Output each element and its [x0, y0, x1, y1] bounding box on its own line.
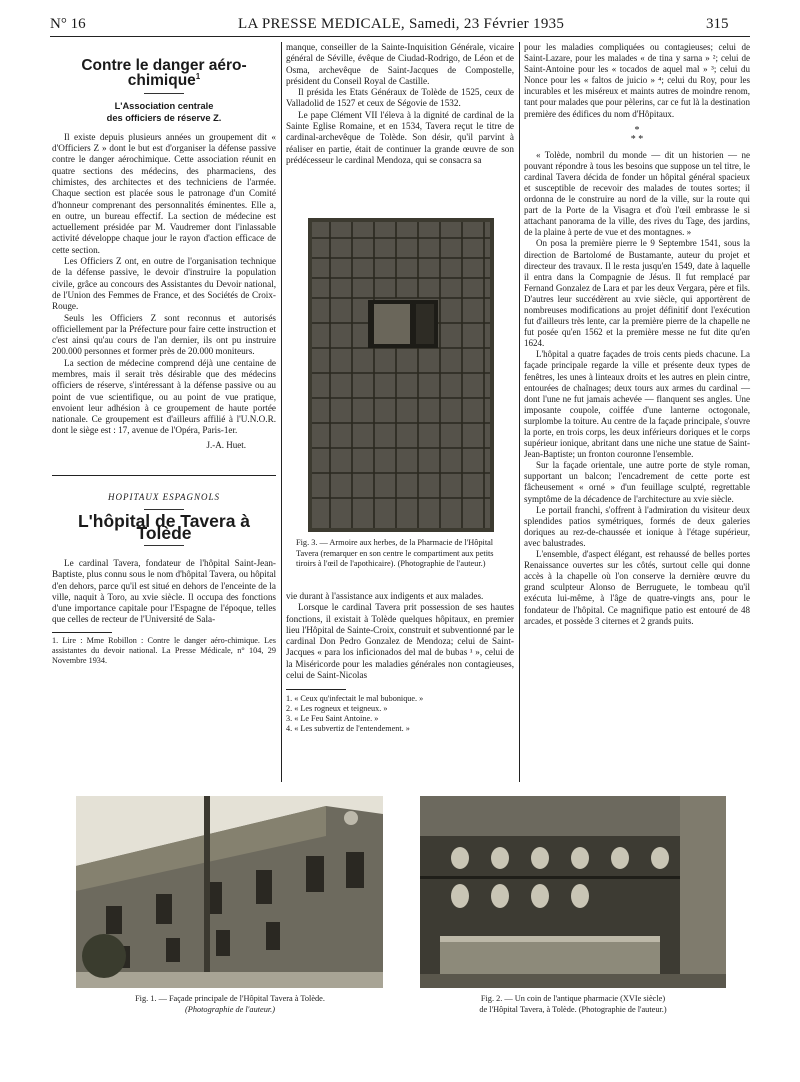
paragraph: Le pape Clément VII l'éleva à la dignité de cardinal de la Sainte Eglise Romaine, et en 1534, Tavera reçut le titre de cardinal-archevêque de Tolède. Son désir, qu'il parvint à réaliser en partie, était de continuer la grande œuvre de son prédécesseur le cardinal Mendoza, qui se consacra sa — [286, 109, 514, 165]
paragraph: Le cardinal Tavera, fondateur de l'hôpital Saint-Jean-Baptiste, plus connu sous le nom d'hôpital Tavera, ou hôpital d'en dehors, parce qu'il est situé en dehors de l'enceinte de la ville, naquit à Toro, au xvie siècle. Il occupa des fonctions d'une importance capitale pour l'Espagne de l'époque, telles que celles de recteur de l'Université de Sala- — [52, 557, 276, 625]
facade-drawing — [76, 796, 383, 988]
signature: J.-A. Huet. — [206, 439, 246, 450]
footnote-rule — [286, 689, 346, 690]
column-1 — [52, 57, 276, 666]
paragraph: vie durant à l'assistance aux indigents et aux malades. — [286, 591, 484, 601]
section-rule — [52, 475, 276, 476]
paragraph: Il existe depuis plusieurs années un groupement dit « d'Officiers Z » dont le but est d'organiser la défense passive contre le danger aérochimique. Cette association réunit en quatre sections des médecins, des pharmaciens, des chimistes, des architectes et des techniciens de l'armée. Chaque section est placée sous le patronage d'un Comité d'honneur comprenant des personnalités éminentes. Elle a, en outre, un bureau effectif. La section de médecine est actuellement présidée par M. Vaudremer dont l'inlassable activité développe chaque jour le rayon d'action efficace de cette section. — [52, 131, 276, 255]
section-kicker: HOPITAUX ESPAGNOLS — [108, 492, 220, 503]
kicker-divider — [144, 509, 184, 510]
paragraph: Il présida les Etats Généraux de Tolède de 1525, ceux de Valladolid de 1527 et ceux de Ségovie de 1532. — [286, 87, 514, 109]
fig3-caption: Fig. 3. — Armoire aux herbes, de la Pharmacie de l'Hôpital Tavera (remarquer en son centre le compartiment aux petits tiroirs à l'œil de l'apothicaire). (Photographie de l'auteur.) — [296, 538, 494, 568]
issue-number: N° 16 — [50, 16, 86, 32]
paragraph: Seuls les Officiers Z sont reconnus et autorisés officiellement par la Préfecture pour faire cette instruction et c'est ainsi qu'au cours de l'an dernier, ils ont pu instruire 200.000 personnes et former près de 20.000 moniteurs. — [52, 312, 276, 357]
header-rule — [50, 36, 750, 37]
fig2-caption: Fig. 2. — Un coin de l'antique pharmacie (XVIe siècle) de l'Hôpital Tavera, à Tolède. (Photographie de l'auteur.) — [479, 994, 667, 1014]
footnote-2: 2. « Les rogneux et teigneux. » — [286, 704, 388, 714]
column-2 — [286, 42, 514, 166]
running-header — [0, 16, 800, 38]
article-subtitle: L'Association centrale des officiers de réserve Z. — [106, 100, 222, 123]
paragraph: L'hôpital a quatre façades de trois cents pieds chacune. La façade principale regarde la ville et présente deux types de fenêtres, les unes à linteaux droits et les autres en plein cintre, entourées de chaînages; deux tours aux armes du cardinal — dont l'une ne fut jamais achevée — flanquent ses angles. Une imposante coupole, coiffée d'une lanterne octogonale, surplombe la toiture. Au centre de la façade principale, s'ouvre la porte, en trois corps, les deux inférieurs doriques et le corps supérieur ionique, abritant dans une niche une statue de Saint-Jean-Baptiste; un fronton couronne l'ensemble. — [524, 349, 750, 460]
section-stars: * * * — [630, 124, 644, 145]
column-3 — [524, 42, 750, 627]
paragraph: « Tolède, nombril du monde — dit un historien — ne pouvant répondre à tous les besoins que suppose un tel titre, le cardinal Tavera décida de fonder un hôpital général spacieux et susceptible de recevoir des malades de toutes sortes; il ordonna de le construire au nord de la ville, sur la route qui part de la Porte de la Visagra et d'où l'œil embrasse le si attachant panorama de la ville, des rives du Tage, des jardins, de la plaine à perte de vue et des montagnes. » — [524, 149, 750, 238]
article-title: Contre le danger aéro-chimique$^1$ — [81, 57, 247, 90]
footnote-1: 1. « Ceux qu'infectait le mal bubonique. » — [286, 694, 424, 704]
fig3-photo-herb-cabinet — [308, 218, 494, 532]
paragraph: Le portail franchi, s'offrent à l'admiration du visiteur deux splendides patios symétriques, formés de deux galeries doriques au rez-de-chaussée et ionique à l'étage supérieur, avec balustrades. — [524, 504, 750, 548]
paragraph: L'ensemble, d'aspect élégant, est rehaussé de belles portes Renaissance ouvertes sur les côtés, surtout celle qui donne accès à la chapelle où l'on conserve la dernière œuvre du grand sculpteur Alonso de Berruguete, le tombeau qu'il exécuta lui-même, à l'âge de quatre-vingts ans, pour le fondateur de l'hôpital. Ce magnifique patio est entouré de 48 arcades, et possède 3 citernes et 2 grands puits. — [524, 549, 750, 626]
paragraph: Sur la façade orientale, une autre porte de style roman, supportant un balcon; l'encadrement de cette porte est fâcheusement « orné » d'un feuillage sculpté, regrettable symptôme de la décadence de l'architecture au xvie siècle. — [524, 460, 750, 504]
paragraph: Les Officiers Z ont, en outre de l'organisation technique de la défense passive, le devoir d'instruire la population civile, grâce au concours des Assistantes du Devoir national, de l'Union des Femmes de France, et des Sociétés de Croix-Rouge. — [52, 256, 276, 312]
title-divider — [144, 93, 184, 94]
paragraph: Lorsque le cardinal Tavera prit possession de ses hautes fonctions, il existait à Tolède quelques hôpitaux, en premier lieu l'Hôpital de Sainte-Croix, construit et subventionné par le cardinal Don Pedro Gonzalez de Mendoza; celui de Saint-Jacques « para los inficionados del mal de bubas ¹ », celui de la Miséricorde pour les maladies générales non contagieuses, celui de Saint-Nicolas — [286, 602, 514, 681]
column-2-lower — [286, 591, 514, 734]
fig2-photo-pharmacy — [420, 796, 726, 988]
column-rule-2 — [519, 42, 520, 782]
paragraph: On posa la première pierre le 9 Septembre 1541, sous la direction de Bartolomé de Bustamante, auteur du projet et directeur des travaux. Il le resta jusqu'en 1549, date à laquelle il entra dans la Compagnie de Jésus. Il fut remplacé par Fernand Gonzalez de Lara et par les deux Vergara, père et fils. D'autres leur succédèrent au xvie siècle, qui apportèrent de nombreuses modifications au projet définitif dont l'exécution fut d'ailleurs très lente, car la première pierre de la chapelle ne fut posée qu'en 1562 et la première messe ne fut dite qu'en 1624. — [524, 238, 750, 349]
paragraph: manque, conseiller de la Sainte-Inquisition Générale, vicaire général de Séville, évêque de Ciudad-Rodrigo, de Léon et de Osma, archevêque de Saint-Jacques de Compostelle, président du Conseil Royal de Castille. — [286, 42, 514, 86]
page-number: 315 — [706, 16, 729, 32]
paragraph: pour les maladies compliquées ou contagieuses; celui de Saint-Lazare, pour les malades « de tina y sarna » ²; celui de Saint-Antoine pour les « tocados de aquel mal » ³; celui du Nonce pour les « faltos de juicio » ⁴; celui du Roy, pour les incurables et les miséreux et maints autres de moindre renom, tant pour malades que pour pèlerins, car ce fut là la destination première des édifices du nom d'Hôpitaux. — [524, 42, 750, 119]
hospital-article-title: L'hôpital de Tavera à Tolède — [77, 511, 251, 543]
footnote-rule — [52, 632, 112, 633]
fig1-photo-facade — [76, 796, 383, 988]
paragraph: La section de médecine comprend déjà une centaine de membres, mais il serait très désirable que des médecins officiers de réserve, s'intéressant à la défense passive ou au point de vue scientifique, ou au point de vue pratique, envoient leur adhésion à ce groupement de haute portée nationale. Ce groupement est d'ailleurs affilié à l'U.N.O.R. dont le siège est : 17, avenue de l'Opéra, Paris-1er. — [52, 357, 276, 436]
footnote-4: 4. « Les subvertiz de l'entendement. » — [286, 724, 410, 734]
pharmacy-drawing — [420, 796, 726, 988]
footnote: 1. Lire : Mme Robillon : Contre le danger aéro-chimique. Les assistantes du devoir national. La Presse Médicale, n° 104, 29 Novembre 1934. — [52, 635, 276, 665]
cabinet-drawing — [308, 218, 494, 532]
footnote-3: 3. « Le Feu Saint Antoine. » — [286, 714, 379, 724]
fig1-caption: Fig. 1. — Façade principale de l'Hôpital Tavera à Tolède. (Photographie de l'auteur.) — [135, 994, 325, 1014]
column-rule-1 — [281, 42, 282, 782]
journal-title: LA PRESSE MEDICALE, Samedi, 23 Février 1935 — [238, 16, 565, 32]
title-divider — [144, 545, 184, 546]
